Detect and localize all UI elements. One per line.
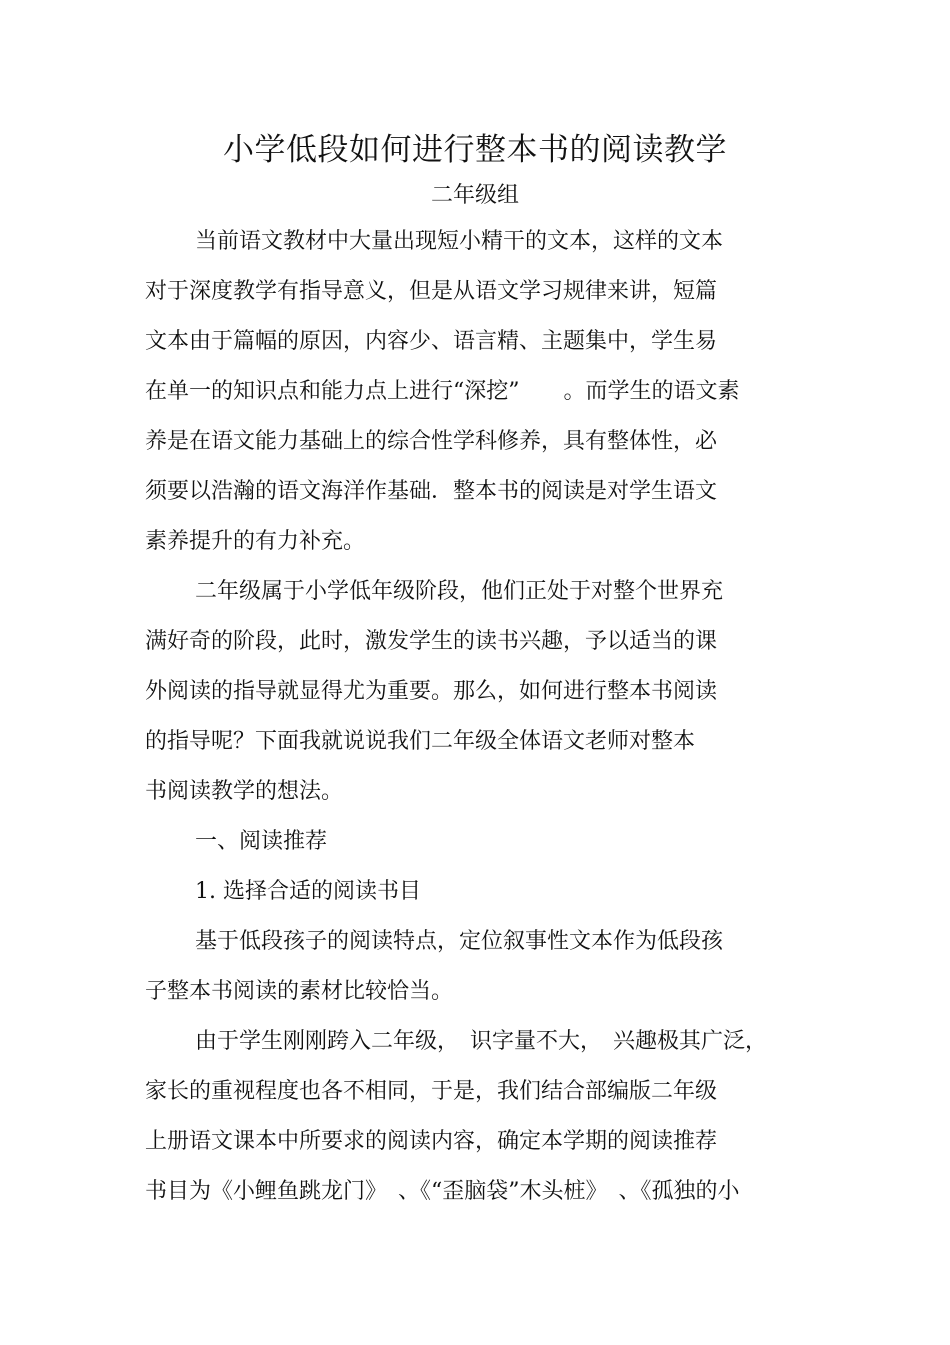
paragraph-line: 对于深度教学有指导意义，但是从语文学习规律来讲，短篇 <box>145 279 718 304</box>
paragraph-line: 基于低段孩子的阅读特点，定位叙事性文本作为低段孩 <box>195 929 724 954</box>
paragraph-line: 满好奇的阶段，此时，激发学生的读书兴趣，予以适当的课 <box>145 629 718 654</box>
paragraph-line: 上册语文课本中所要求的阅读内容，确定本学期的阅读推荐 <box>145 1129 718 1154</box>
paragraph-line: 子整本书阅读的素材比较恰当。 <box>145 979 454 1004</box>
paragraph-line: 书目为《小鲤鱼跳龙门》 、《“歪脑袋”木头桩》 、《孤独的小 <box>145 1179 740 1204</box>
paragraph-line: 当前语文教材中大量出现短小精干的文本，这样的文本 <box>195 229 724 254</box>
paragraph-line: 素养提升的有力补充。 <box>145 529 366 554</box>
paragraph-line: 家长的重视程度也各不相同，于是，我们结合部编版二年级 <box>145 1079 718 1104</box>
paragraph-line: 外阅读的指导就显得尤为重要。那么，如何进行整本书阅读 <box>145 679 718 704</box>
subsection-heading: 1. 选择合适的阅读书目 <box>195 879 421 904</box>
paragraph-line: 文本由于篇幅的原因，内容少、语言精、主题集中，学生易 <box>145 329 718 354</box>
paragraph-line: 由于学生刚刚跨入二年级， 识字量不大， 兴趣极其广泛， <box>195 1029 768 1054</box>
paragraph-line: 的指导呢？下面我就说说我们二年级全体语文老师对整本 <box>145 729 696 754</box>
paragraph-line: 养是在语文能力基础上的综合性学科修养，具有整体性，必 <box>145 429 718 454</box>
paragraph-line: 须要以浩瀚的语文海洋作基础．整本书的阅读是对学生语文 <box>145 479 718 504</box>
paragraph-line: 书阅读教学的想法。 <box>145 779 344 804</box>
section-heading: 一、阅读推荐 <box>195 829 328 854</box>
document-title: 小学低段如何进行整本书的阅读教学 <box>223 132 727 168</box>
paragraph-line: 在单一的知识点和能力点上进行“深挖” 。而学生的语文素 <box>145 379 740 404</box>
document-subtitle: 二年级组 <box>430 183 519 208</box>
paragraph-line: 二年级属于小学低年级阶段，他们正处于对整个世界充 <box>195 579 724 604</box>
